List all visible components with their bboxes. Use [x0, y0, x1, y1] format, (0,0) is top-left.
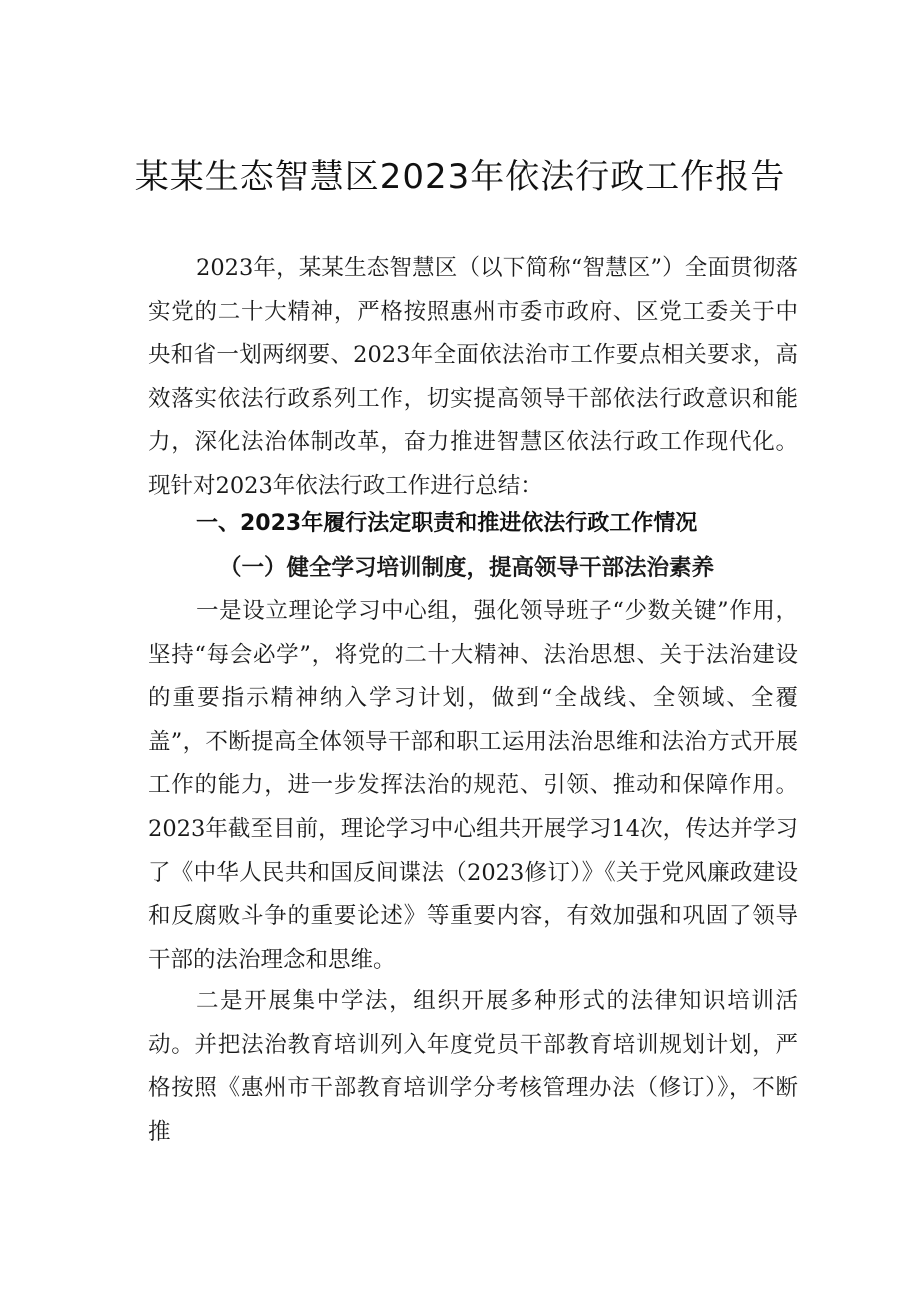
intro-paragraph: 2023年，某某生态智慧区（以下简称“智慧区”）全面贯彻落实党的二十大精神，严格按照惠州市委市政府、区党工委关于中央和省一划两纲要、2023年全面依法治市工作要点相关要求，高效落实依法行政系列工作，切实提高领导干部依法行政意识和能力，深化法治体制改革，奋力推进智慧区依法行政工作现代化。现针对2023年依法行政工作进行总结：: [148, 255, 798, 499]
paragraph-1: 一是设立理论学习中心组，强化领导班子“少数关键”作用，坚持“每会必学”，将党的二十大精神、法治思想、关于法治建设的重要指示精神纳入学习计划，做到“全战线、全领域、全覆盖”，不断提高全体领导干部和职工运用法治思维和法治方式开展工作的能力，进一步发挥法治的规范、引领、推动和保障作用。2023年截至目前，理论学习中心组共开展学习14次，传达并学习了《中华人民共和国反间谍法（2023修订）》《关于党风廉政建设和反腐败斗争的重要论述》等重要内容，有效加强和巩固了领导干部的法治理念和思维。: [148, 598, 798, 973]
section-heading-1: 一、2023年履行法定职责和推进依法行政工作情况: [196, 511, 698, 536]
subsection-heading-1: （一）健全学习培训制度，提高领导干部法治素养: [219, 555, 715, 581]
body-block-1: [148, 590, 798, 982]
document-title: 某某生态智慧区2023年依法行政工作报告: [134, 157, 786, 197]
body-block-2: [148, 980, 798, 1154]
paragraph-2: 二是开展集中学法，组织开展多种形式的法律知识培训活动。并把法治教育培训列入年度党员干部教育培训规划计划，严格按照《惠州市干部教育培训学分考核管理办法（修订）》，不断推: [148, 988, 798, 1145]
intro-block: [148, 247, 798, 509]
